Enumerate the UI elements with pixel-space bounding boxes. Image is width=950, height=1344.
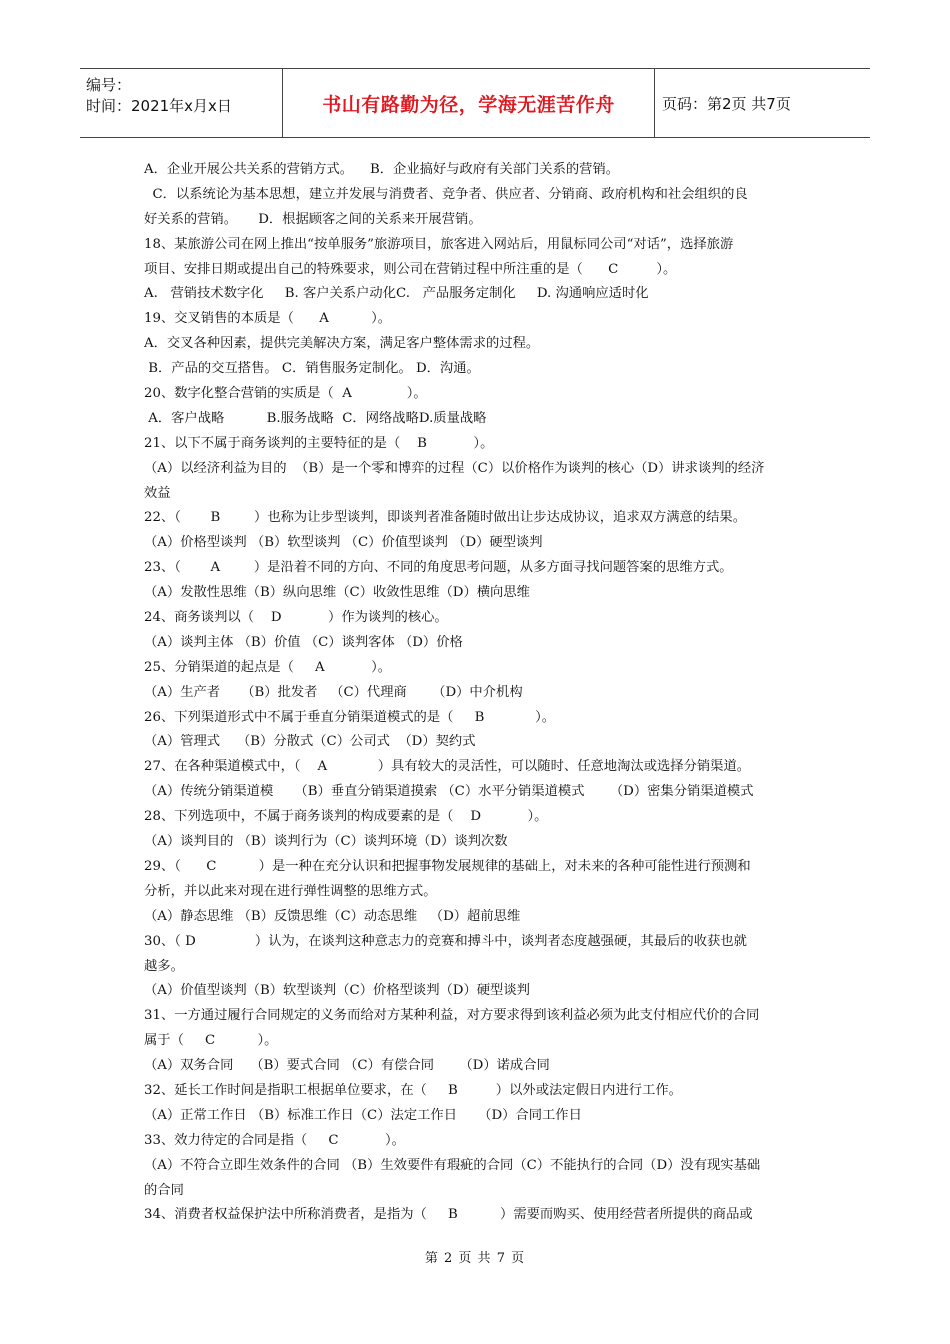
page-header — [80, 68, 870, 138]
text-line: A．企业开展公共关系的营销方式。 B．企业搞好与政府有关部门关系的营销。 — [144, 162, 620, 177]
text-line: 好关系的营销。 D．根据顾客之间的关系来开展营销。 — [144, 211, 482, 227]
text-line: （A）传统分销渠道模 （B）垂直分销渠道摸索 （C）水平分销渠道模式 （D）密集分销渠道模式 — [144, 784, 754, 800]
text-line: 31、一方通过履行合同规定的义务而给对方某种利益，对方要求得到该利益必须为此支付相应代价的合同 — [144, 1008, 760, 1024]
text-line: 22、（ B ）也称为让步型谈判，即谈判者准备随时做出让步达成协议，追求双方满意的结果。 — [144, 510, 747, 526]
text-line: 分析，并以此来对现在进行弹性调整的思维方式。 — [144, 883, 437, 899]
text-line: 32、延长工作时间是指职工根据单位要求，在（ B ）以外或法定假日内进行工作。 — [144, 1082, 682, 1098]
page-footer: 第 2 页 共 7 页 — [424, 1251, 526, 1266]
header-motto: 书山有路勤为径，学海无涯苦作舟 — [283, 69, 655, 137]
text-line: 21、以下不属于商务谈判的主要特征的是（ B ）。 — [144, 435, 494, 451]
text-line: 27、在各种渠道模式中，（ A ）具有较大的灵活性，可以随时、任意地淘汰或选择分销渠道。 — [144, 759, 751, 775]
text-line: （A）正常工作日 （B）标准工作日（C）法定工作日 （D）合同工作日 — [144, 1107, 582, 1123]
text-line: 的合同 — [144, 1182, 184, 1198]
text-line: C．以系统论为基本思想，建立并发展与消费者、竞争者、供应者、分销商、政府机构和社会组织的良 — [144, 186, 748, 202]
header-meta — [80, 69, 283, 137]
text-line: 20、数字化整合营销的实质是（ A ）。 — [144, 386, 427, 402]
text-line: 34、消费者权益保护法中所称消费者，是指为（ B ）需要而购买、使用经营者所提供的商品或 — [144, 1207, 753, 1223]
text-line: 28、下列选项中，不属于商务谈判的构成要素的是（ D ）。 — [144, 809, 548, 825]
text-line: 26、下列渠道形式中不属于垂直分销渠道模式的是（ B ）。 — [144, 709, 556, 725]
text-line: 25、分销渠道的起点是（ A ）。 — [144, 659, 392, 675]
text-line: （A）不符合立即生效条件的合同 （B）生效要件有瑕疵的合同（C）不能执行的合同（D）没有现实基础 — [144, 1157, 761, 1173]
text-line: 效益 — [144, 485, 171, 501]
document-body — [144, 158, 812, 1228]
text-line: 属于（ C ）。 — [144, 1033, 278, 1049]
text-line: 项目、安排日期或提出自己的特殊要求，则公司在营销过程中所注重的是（ C ）。 — [144, 261, 677, 277]
text-line: （A）价格型谈判 （B）软型谈判 （C）价值型谈判 （D）硬型谈判 — [144, 535, 543, 551]
text-line: 33、效力待定的合同是指（ C ）。 — [144, 1132, 405, 1148]
text-line: （A）发散性思维（B）纵向思维（C）收敛性思维（D）横向思维 — [144, 585, 530, 601]
text-line: （A）价值型谈判（B）软型谈判（C）价格型谈判（D）硬型谈判 — [144, 983, 530, 999]
serial-label: 编号： — [86, 76, 132, 94]
text-line: A. 营销技术数字化 B. 客户关系户动化C. 产品服务定制化 D. 沟通响应适时化 — [144, 286, 649, 302]
header-page-info: 页码：第2页 共7页 — [662, 94, 791, 113]
text-line: （A）谈判目的 （B）谈判行为（C）谈判环境（D）谈判次数 — [144, 834, 508, 850]
text-line: （A）静态思维 （B）反馈思维（C）动态思维 （D）超前思维 — [144, 908, 521, 924]
text-line: （A）管理式 （B）分散式（C）公司式 （D）契约式 — [144, 734, 476, 750]
text-line: 30、（ D ）认为，在谈判这种意志力的竞赛和搏斗中，谈判者态度越强硬，其最后的收获也就 — [144, 933, 747, 949]
text-line: A．客户战略 B.服务战略 C．网络战略D.质量战略 — [144, 410, 487, 426]
text-line: （A）谈判主体 （B）价值 （C）谈判客体 （D）价格 — [144, 634, 463, 650]
text-line: 24、商务谈判以（ D ）作为谈判的核心。 — [144, 610, 448, 626]
text-line: 18、某旅游公司在网上推出“按单服务”旅游项目，旅客进入网站后，用鼠标同公司“对话”，选择旅游 — [144, 236, 734, 252]
text-line: A．交叉各种因素，提供完美解决方案，满足客户整体需求的过程。 — [144, 336, 540, 352]
text-line: 越多。 — [144, 958, 184, 974]
text-line: 29、（ C ）是一种在充分认识和把握事物发展规律的基础上，对未来的各种可能性进行预测和 — [144, 858, 751, 874]
date-label: 时间：2021年x月x日 — [86, 97, 232, 115]
text-line: （A）以经济利益为目的 （B）是一个零和博弈的过程（C）以价格作为谈判的核心（D）讲求谈判的经济 — [144, 460, 765, 476]
text-line: 23、（ A ）是沿着不同的方向、不同的角度思考问题，从多方面寻找问题答案的思维方式。 — [144, 560, 733, 576]
text-line: B．产品的交互搭售。 C．销售服务定制化。 D．沟通。 — [144, 361, 480, 377]
text-line: （A）生产者 （B）批发者 （C）代理商 （D）中介机构 — [144, 684, 523, 700]
text-line: 19、交叉销售的本质是（ A ）。 — [144, 311, 392, 327]
text-line: （A）双务合同 （B）要式合同 （C）有偿合同 （D）诺成合同 — [144, 1058, 550, 1074]
